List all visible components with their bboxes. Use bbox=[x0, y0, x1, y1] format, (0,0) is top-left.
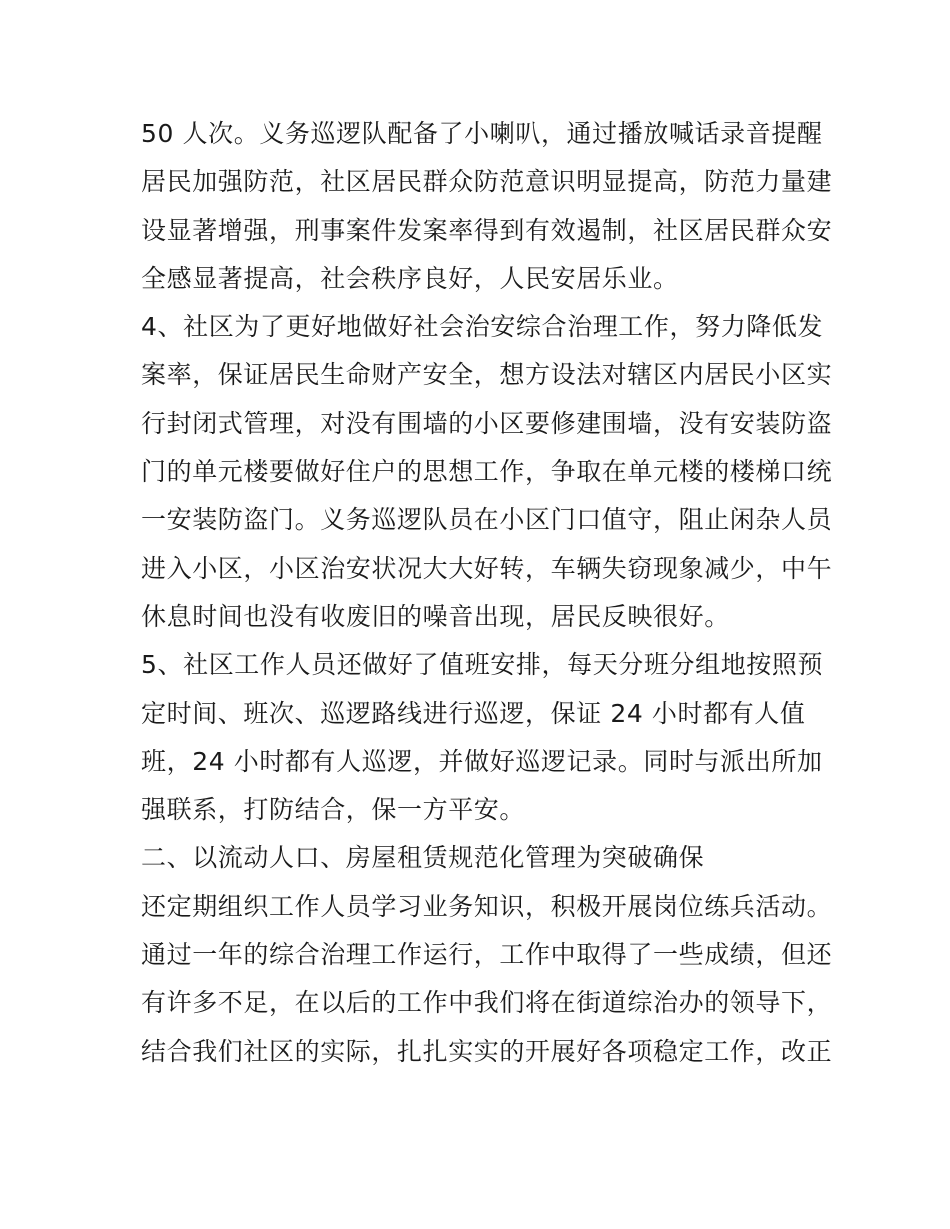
text-line: 居民加强防范，社区居民群众防范意识明显提高，防范力量建 bbox=[141, 167, 833, 197]
text-line: 通过一年的综合治理工作运行，工作中取得了一些成绩，但还 bbox=[141, 940, 833, 970]
text-line: 案率，保证居民生命财产安全，想方设法对辖区内居民小区实 bbox=[141, 360, 833, 390]
text-line: 4、社区为了更好地做好社会治安综合治理工作，努力降低发 bbox=[141, 312, 824, 342]
text-line: 结合我们社区的实际，扎扎实实的开展好各项稳定工作，改正 bbox=[141, 1036, 833, 1066]
text-line: 一安装防盗门。义务巡逻队员在小区门口值守，阻止闲杂人员 bbox=[141, 505, 833, 535]
text-line: 50 人次。义务巡逻队配备了小喇叭，通过播放喊话录音提醒 bbox=[141, 119, 823, 148]
body-text bbox=[141, 110, 833, 1076]
text-line: 有许多不足，在以后的工作中我们将在街道综治办的领导下， bbox=[141, 988, 833, 1018]
text-line: 定时间、班次、巡逻路线进行巡逻，保证 24 小时都有人值 bbox=[141, 698, 806, 728]
text-line: 强联系，打防结合，保一方平安。 bbox=[141, 795, 526, 825]
section-heading: 二、以流动人口、房屋租赁规范化管理为突破确保 bbox=[141, 843, 705, 873]
text-line: 休息时间也没有收废旧的噪音出现，居民反映很好。 bbox=[141, 601, 730, 631]
text-line: 设显著增强，刑事案件发案率得到有效遏制，社区居民群众安 bbox=[141, 215, 833, 245]
text-line: 班，24 小时都有人巡逻，并做好巡逻记录。同时与派出所加 bbox=[141, 746, 823, 776]
text-line: 全感显著提高，社会秩序良好，人民安居乐业。 bbox=[141, 263, 679, 293]
text-line: 行封闭式管理，对没有围墙的小区要修建围墙，没有安装防盗 bbox=[141, 408, 833, 438]
text-line: 还定期组织工作人员学习业务知识，积极开展岗位练兵活动。 bbox=[141, 891, 833, 921]
text-line: 进入小区，小区治安状况大大好转，车辆失窃现象减少，中午 bbox=[141, 553, 833, 583]
text-line: 5、社区工作人员还做好了值班安排，每天分班分组地按照预 bbox=[141, 650, 824, 680]
text-line: 门的单元楼要做好住户的思想工作，争取在单元楼的楼梯口统 bbox=[141, 457, 833, 487]
